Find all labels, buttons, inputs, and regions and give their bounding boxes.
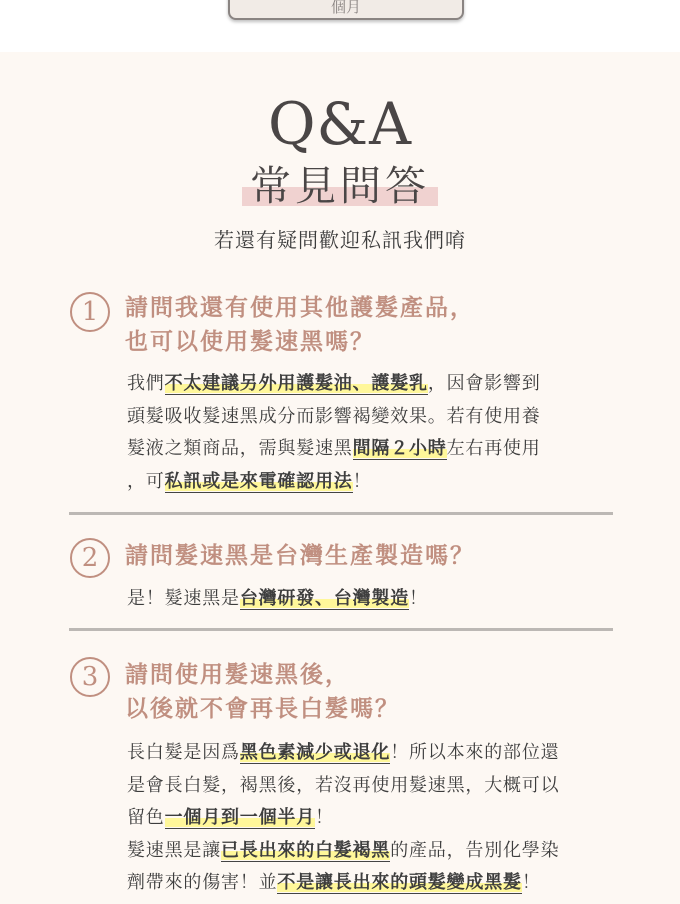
faq-answer-3-line-2: 是會長白髮，褐黑後，若沒再使用髮速黑，大概可以 [127, 774, 560, 796]
faq-answer-2 [127, 583, 607, 616]
faq-answer-2-line-1 [127, 583, 607, 616]
faq-question-3-line-1: 請問使用髮速黑後， [125, 662, 350, 688]
answer-text: 劑帶來的傷害！並 [127, 872, 278, 893]
answer-text: 我們 [127, 373, 165, 394]
answer-text: 是！髮速黑是 [127, 588, 240, 609]
faq-answer-1 [127, 368, 607, 498]
top-tab-label: 個月 [330, 0, 361, 16]
highlight: 間隔２小時 [352, 438, 447, 459]
faq-question-3 [125, 658, 400, 726]
answer-text: ，因會影響到 [427, 373, 541, 394]
divider [69, 512, 613, 515]
top-tab[interactable] [228, 0, 464, 20]
faq-number-3: 3 [70, 657, 110, 697]
answer-text: ！ [409, 588, 428, 609]
faq-question-2-line-1: 請問髮速黑是台灣生產製造嗎？ [125, 543, 475, 569]
highlight: 不太建議另外用護髮油、護髮乳 [164, 373, 428, 394]
highlight: 已長出來的白髮褐黑 [221, 839, 391, 861]
answer-text: 左右再使用 [446, 438, 541, 459]
answer-text: 留色 [127, 807, 165, 828]
highlight: 私訊或是來電確認用法 [164, 470, 353, 492]
faq-question-1-line-2: 也可以使用髮速黑嗎？ [125, 329, 375, 355]
faq-answer-1-line-3 [127, 433, 607, 466]
faq-question-2 [125, 539, 475, 573]
answer-text: 的產品，告別化學染 [390, 839, 560, 861]
answer-text: ！所以本來的部位還 [390, 742, 560, 763]
faq-question-1-line-1: 請問我還有使用其他護髮產品， [125, 295, 475, 321]
faq-answer-1-line-4 [127, 466, 607, 499]
answer-text: 長白髮是因爲 [127, 742, 240, 763]
answer-text: ！ [352, 470, 372, 492]
faq-question-1 [125, 291, 475, 359]
answer-text: 髮液之類商品，需與髮速黑 [127, 438, 353, 459]
faq-question-3-line-2: 以後就不會再長白髮嗎？ [125, 696, 400, 722]
faq-answer-3-line-4 [127, 835, 607, 868]
highlight: 台灣研發、台灣製造 [239, 588, 410, 609]
answer-text: ！ [315, 807, 334, 828]
page-title: 常見問答 [242, 160, 438, 212]
answer-text: 髮速黑是讓 [127, 839, 221, 861]
qa-heading: Q&A [267, 90, 413, 158]
faq-answer-3-line-1 [127, 737, 607, 770]
faq-answer-3-line-5 [127, 867, 607, 900]
highlight: 一個月到一個半月 [164, 807, 316, 828]
faq-answer-1-line-1 [127, 368, 607, 401]
divider [69, 628, 613, 631]
answer-text: ，可 [127, 470, 165, 492]
faq-answer-3-line-3 [127, 802, 607, 835]
highlight: 黑色素減少或退化 [239, 742, 391, 763]
highlight: 不是讓長出來的頭髮變成黑髮 [277, 872, 522, 893]
faq-answer-1-line-2: 頭髮吸收髮速黑成分而影響褐變效果。若有使用養 [127, 405, 541, 427]
title-wrap [0, 160, 680, 212]
page-subtitle: 若還有疑問歡迎私訊我們唷 [214, 228, 466, 252]
answer-text: ！ [521, 872, 541, 893]
faq-answer-3 [127, 737, 607, 900]
faq-number-1: 1 [70, 292, 110, 332]
faq-number-2: 2 [70, 538, 110, 578]
